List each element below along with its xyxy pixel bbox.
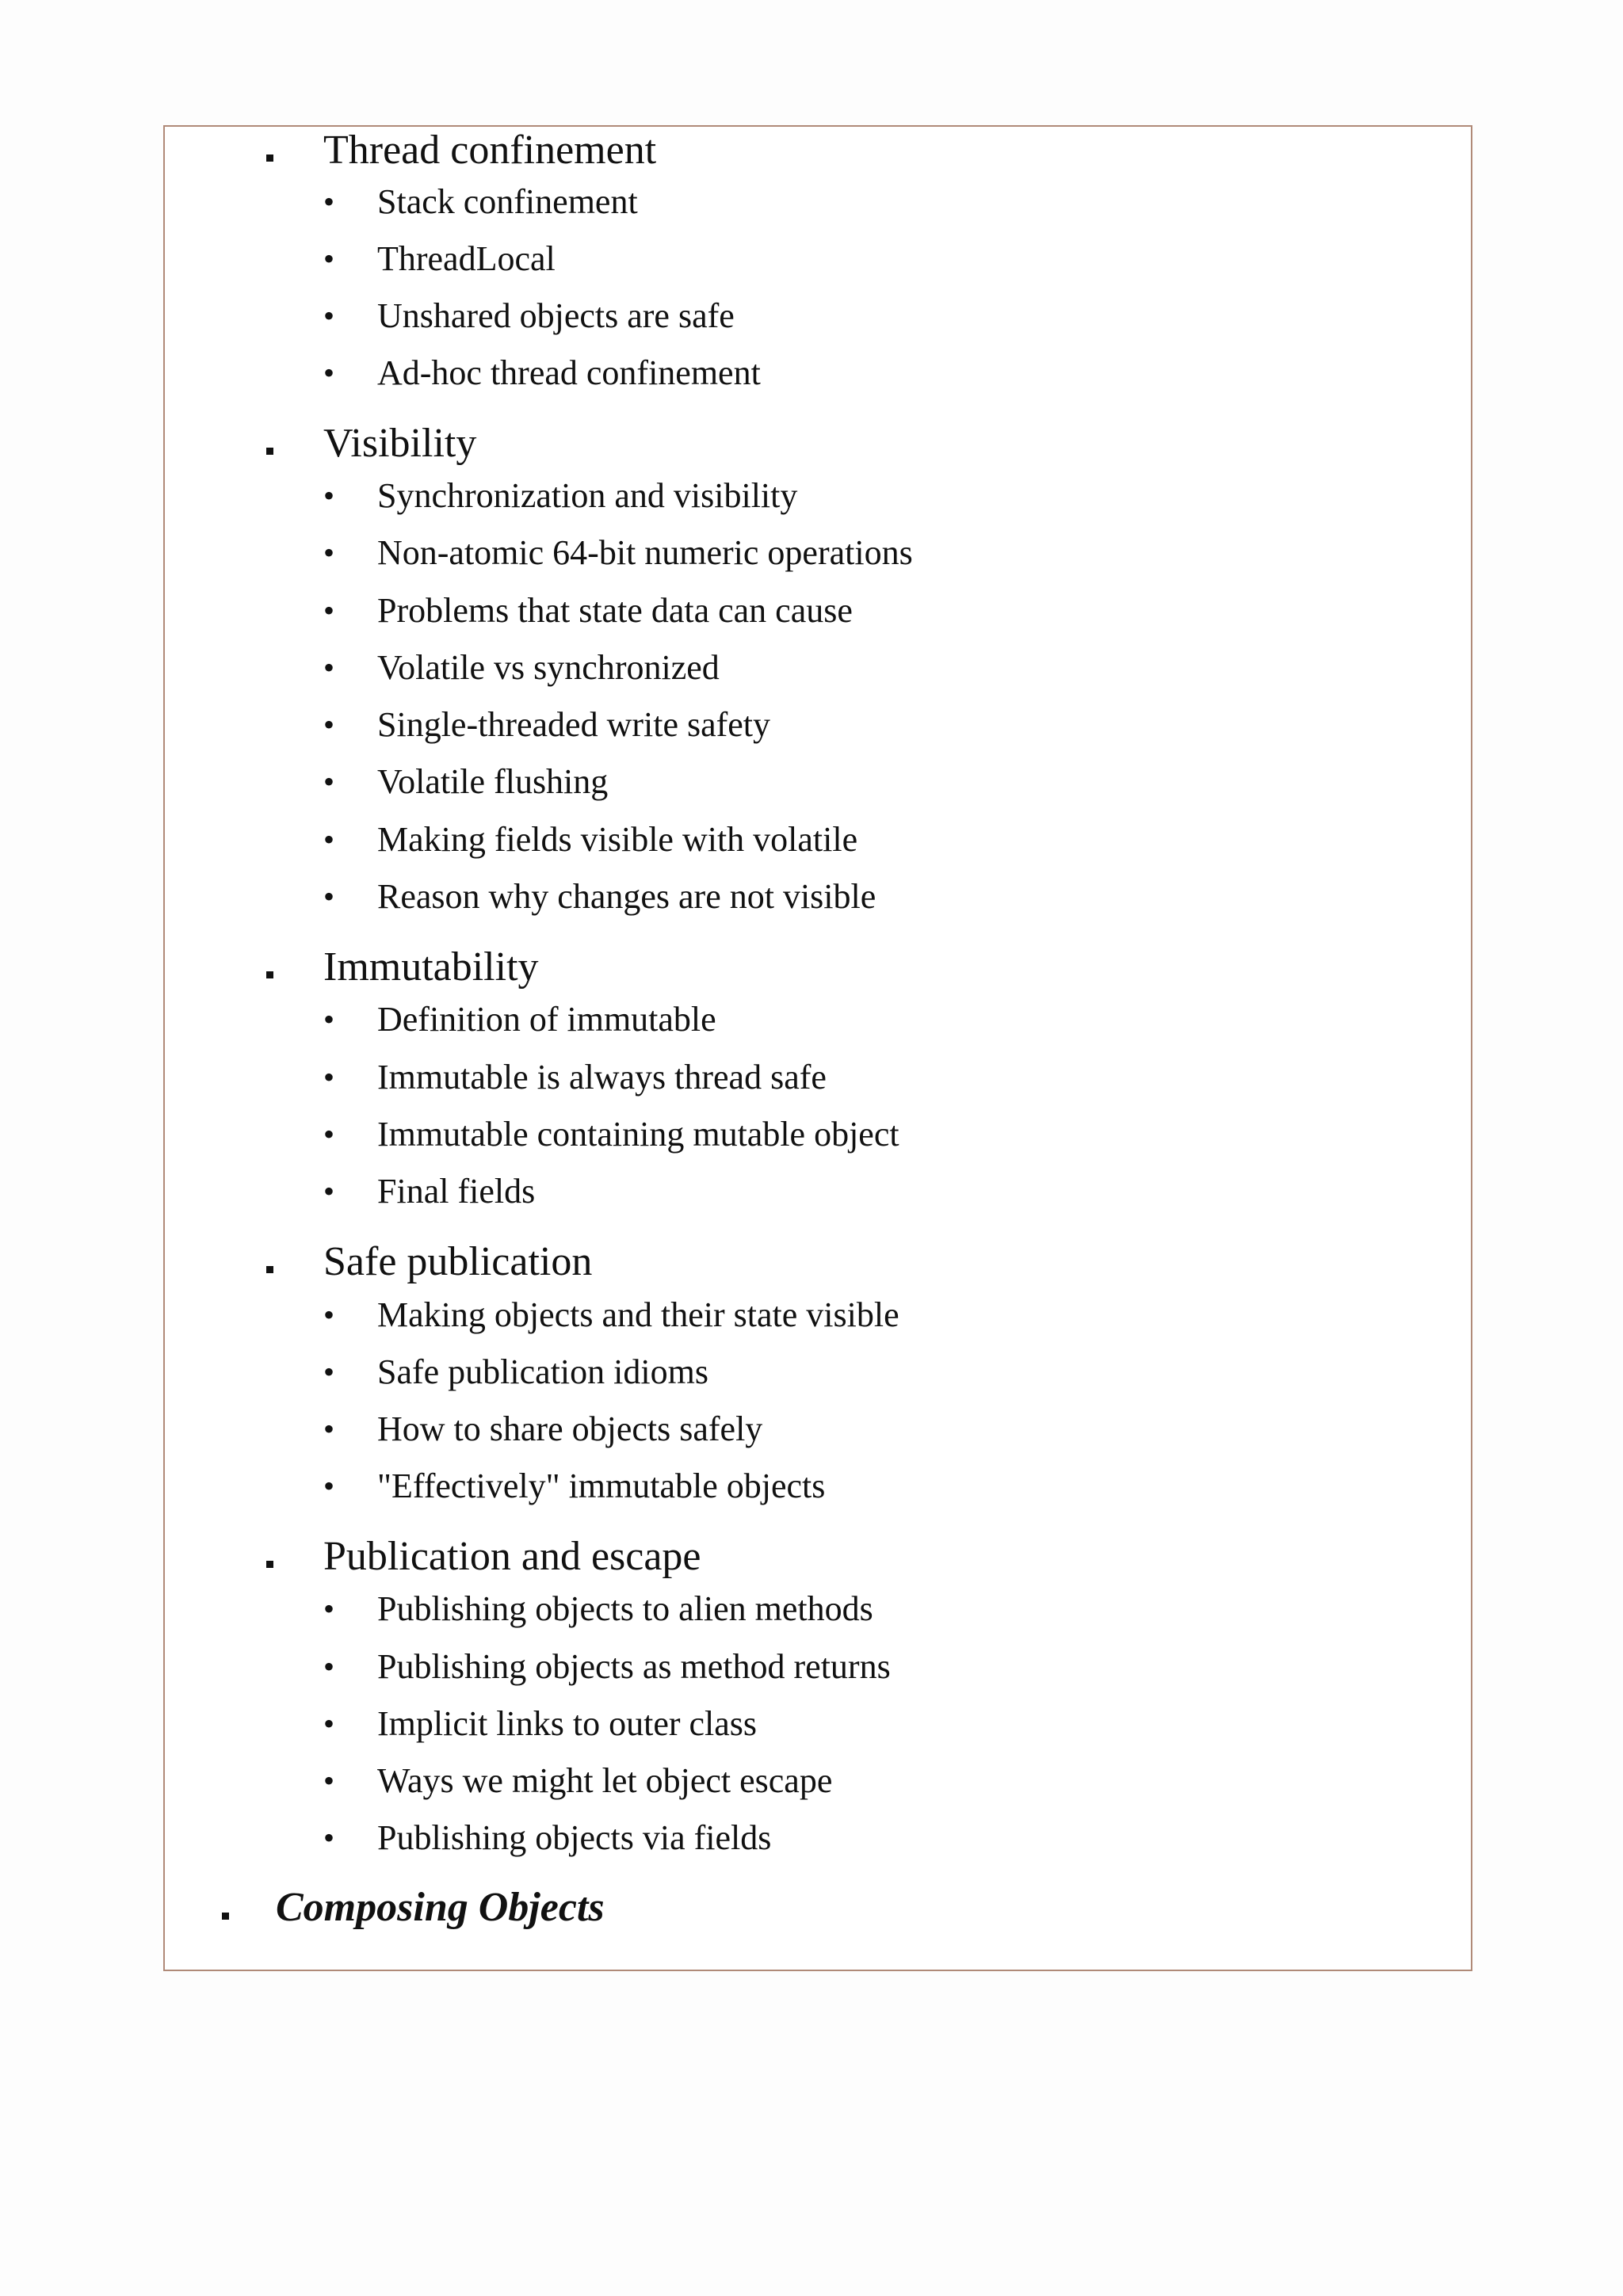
section-bullet bbox=[266, 971, 273, 978]
list-item-label: Stack confinement bbox=[377, 182, 638, 221]
bullet-icon: • bbox=[323, 184, 335, 219]
bullet-icon: • bbox=[323, 593, 335, 628]
bullet-icon: • bbox=[323, 707, 335, 742]
list-item bbox=[165, 1761, 1471, 1801]
list-item-label: Safe publication idioms bbox=[377, 1352, 708, 1391]
bullet-icon: • bbox=[323, 1001, 335, 1037]
list-item bbox=[165, 591, 1471, 631]
list-item-label: Publishing objects to alien methods bbox=[377, 1589, 873, 1628]
section-title: Publication and escape bbox=[323, 1534, 701, 1579]
section-bullet bbox=[266, 154, 273, 162]
list-item-label: Making fields visible with volatile bbox=[377, 820, 858, 859]
bullet-icon: • bbox=[323, 1297, 335, 1333]
list-item-label: Making objects and their state visible bbox=[377, 1295, 899, 1334]
list-item-label: Unshared objects are safe bbox=[377, 296, 735, 335]
bullet-icon: • bbox=[323, 1354, 335, 1390]
list-item bbox=[165, 239, 1471, 279]
list-item-label: Volatile vs synchronized bbox=[377, 648, 720, 687]
list-item-label: How to share objects safely bbox=[377, 1409, 763, 1448]
bullet-icon: • bbox=[323, 535, 335, 570]
list-item-label: Non-atomic 64-bit numeric operations bbox=[377, 533, 913, 572]
section-title: Safe publication bbox=[323, 1239, 593, 1284]
content-frame bbox=[163, 125, 1472, 1971]
list-item bbox=[165, 182, 1471, 222]
bullet-icon: • bbox=[323, 650, 335, 685]
list-item-label: Immutable is always thread safe bbox=[377, 1058, 827, 1097]
list-item bbox=[165, 1589, 1471, 1629]
list-item-label: Definition of immutable bbox=[377, 1000, 716, 1039]
list-item-label: Single-threaded write safety bbox=[377, 705, 771, 744]
list-item-label: Immutable containing mutable object bbox=[377, 1115, 899, 1154]
bullet-icon: • bbox=[323, 1649, 335, 1684]
chapter-title: Composing Objects bbox=[276, 1885, 605, 1930]
list-item-label: Problems that state data can cause bbox=[377, 591, 853, 630]
list-item bbox=[165, 820, 1471, 860]
list-item bbox=[165, 1058, 1471, 1097]
section-title: Visibility bbox=[323, 421, 477, 466]
list-item-label: Publishing objects as method returns bbox=[377, 1647, 891, 1686]
list-item bbox=[165, 1115, 1471, 1154]
bullet-icon: • bbox=[323, 1763, 335, 1798]
list-item-label: Reason why changes are not visible bbox=[377, 877, 876, 916]
list-item bbox=[165, 1466, 1471, 1506]
bullet-icon: • bbox=[323, 1820, 335, 1855]
list-item bbox=[165, 1818, 1471, 1858]
section-bullet bbox=[266, 1266, 273, 1273]
section-title: Immutability bbox=[323, 944, 539, 990]
section-bullet bbox=[266, 448, 273, 455]
list-item-label: Volatile flushing bbox=[377, 762, 609, 801]
list-item bbox=[165, 533, 1471, 573]
list-item bbox=[165, 353, 1471, 393]
list-item-label: ThreadLocal bbox=[377, 239, 556, 278]
list-item-label: Publishing objects via fields bbox=[377, 1818, 772, 1857]
bullet-icon: • bbox=[323, 1591, 335, 1627]
list-item bbox=[165, 1647, 1471, 1687]
list-item bbox=[165, 1172, 1471, 1211]
bullet-icon: • bbox=[323, 1116, 335, 1152]
list-item-label: Synchronization and visibility bbox=[377, 476, 798, 515]
bullet-icon: • bbox=[323, 1411, 335, 1447]
list-item-label: Ways we might let object escape bbox=[377, 1761, 833, 1800]
list-item bbox=[165, 296, 1471, 336]
bullet-icon: • bbox=[323, 822, 335, 857]
section-bullet bbox=[266, 1561, 273, 1568]
chapter-bullet bbox=[222, 1913, 229, 1920]
bullet-icon: • bbox=[323, 879, 335, 914]
list-item bbox=[165, 705, 1471, 745]
list-item bbox=[165, 877, 1471, 917]
list-item-label: "Effectively" immutable objects bbox=[377, 1466, 826, 1505]
bullet-icon: • bbox=[323, 764, 335, 799]
bullet-icon: • bbox=[323, 355, 335, 391]
section-title: Thread confinement bbox=[323, 128, 657, 173]
list-item-label: Implicit links to outer class bbox=[377, 1704, 758, 1743]
list-item-label: Ad-hoc thread confinement bbox=[377, 353, 761, 392]
bullet-icon: • bbox=[323, 1468, 335, 1504]
list-item bbox=[165, 476, 1471, 516]
bullet-icon: • bbox=[323, 1059, 335, 1095]
bullet-icon: • bbox=[323, 298, 335, 334]
list-item bbox=[165, 648, 1471, 688]
list-item bbox=[165, 762, 1471, 802]
list-item bbox=[165, 1409, 1471, 1449]
list-item bbox=[165, 1000, 1471, 1039]
bullet-icon: • bbox=[323, 478, 335, 513]
list-item bbox=[165, 1704, 1471, 1744]
bullet-icon: • bbox=[323, 1706, 335, 1741]
list-item-label: Final fields bbox=[377, 1172, 536, 1211]
bullet-icon: • bbox=[323, 241, 335, 277]
list-item bbox=[165, 1295, 1471, 1335]
list-item bbox=[165, 1352, 1471, 1392]
bullet-icon: • bbox=[323, 1173, 335, 1209]
